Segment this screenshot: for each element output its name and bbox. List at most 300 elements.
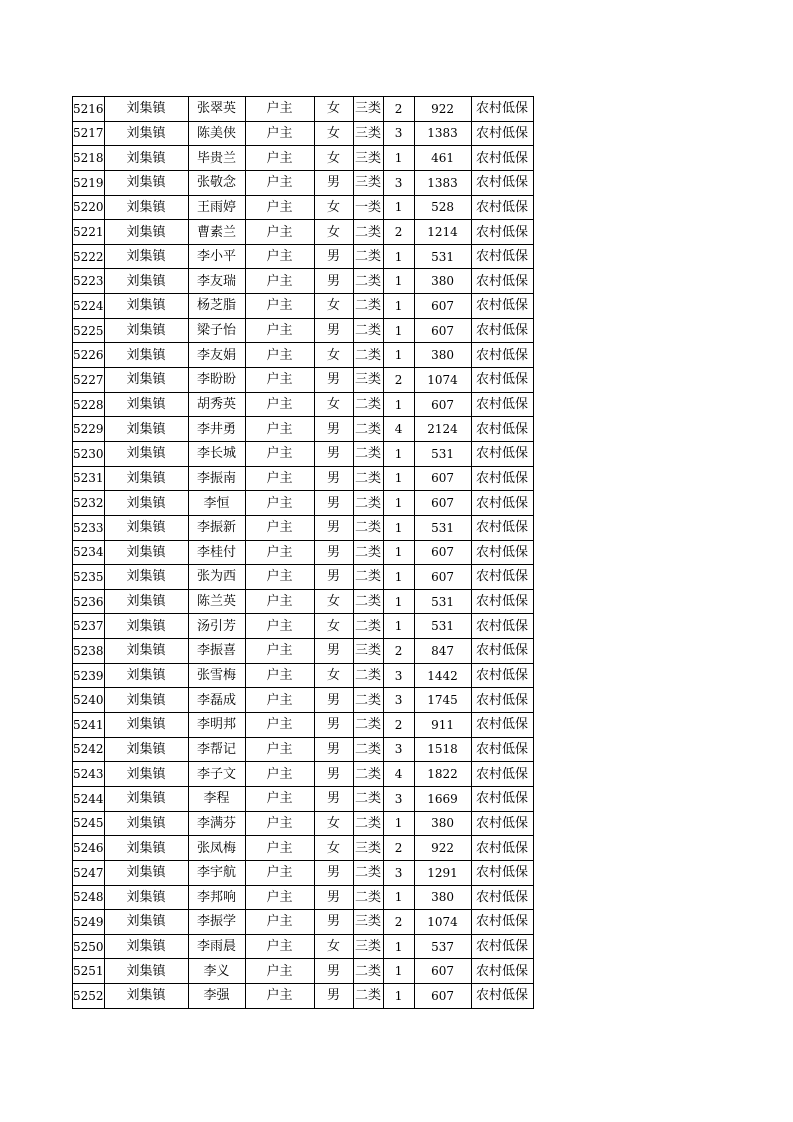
town-cell: 刘集镇 [104, 441, 188, 466]
relation-cell: 户主 [245, 910, 314, 935]
household-size-cell: 2 [383, 639, 414, 664]
town-cell: 刘集镇 [104, 146, 188, 171]
gender-cell: 男 [314, 737, 353, 762]
row-number-cell: 5247 [73, 860, 105, 885]
program-cell: 农村低保 [471, 663, 533, 688]
town-cell: 刘集镇 [104, 984, 188, 1009]
gender-cell: 男 [314, 688, 353, 713]
town-cell: 刘集镇 [104, 910, 188, 935]
category-cell: 二类 [353, 984, 383, 1009]
town-cell: 刘集镇 [104, 860, 188, 885]
relation-cell: 户主 [245, 170, 314, 195]
amount-cell: 380 [414, 269, 471, 294]
category-cell: 二类 [353, 515, 383, 540]
relation-cell: 户主 [245, 491, 314, 516]
name-cell: 汤引芳 [188, 614, 245, 639]
town-cell: 刘集镇 [104, 491, 188, 516]
table-row [73, 220, 534, 245]
program-cell: 农村低保 [471, 318, 533, 343]
household-size-cell: 2 [383, 97, 414, 122]
name-cell: 李恒 [188, 491, 245, 516]
relation-cell: 户主 [245, 121, 314, 146]
town-cell: 刘集镇 [104, 515, 188, 540]
town-cell: 刘集镇 [104, 466, 188, 491]
name-cell: 李满芬 [188, 811, 245, 836]
table-row [73, 318, 534, 343]
gender-cell: 男 [314, 762, 353, 787]
gender-cell: 男 [314, 368, 353, 393]
row-number-cell: 5229 [73, 417, 105, 442]
name-cell: 杨芝脂 [188, 294, 245, 319]
program-cell: 农村低保 [471, 417, 533, 442]
relation-cell: 户主 [245, 540, 314, 565]
program-cell: 农村低保 [471, 565, 533, 590]
amount-cell: 531 [414, 614, 471, 639]
table-row [73, 244, 534, 269]
program-cell: 农村低保 [471, 836, 533, 861]
relation-cell: 户主 [245, 762, 314, 787]
name-cell: 胡秀英 [188, 392, 245, 417]
amount-cell: 607 [414, 959, 471, 984]
relation-cell: 户主 [245, 811, 314, 836]
category-cell: 二类 [353, 737, 383, 762]
town-cell: 刘集镇 [104, 713, 188, 738]
category-cell: 二类 [353, 491, 383, 516]
household-size-cell: 1 [383, 343, 414, 368]
name-cell: 李雨晨 [188, 934, 245, 959]
amount-cell: 607 [414, 294, 471, 319]
program-cell: 农村低保 [471, 639, 533, 664]
town-cell: 刘集镇 [104, 195, 188, 220]
amount-cell: 1822 [414, 762, 471, 787]
row-number-cell: 5224 [73, 294, 105, 319]
household-size-cell: 1 [383, 441, 414, 466]
gender-cell: 男 [314, 984, 353, 1009]
household-size-cell: 1 [383, 885, 414, 910]
relation-cell: 户主 [245, 294, 314, 319]
category-cell: 三类 [353, 639, 383, 664]
town-cell: 刘集镇 [104, 220, 188, 245]
household-size-cell: 1 [383, 195, 414, 220]
amount-cell: 1383 [414, 170, 471, 195]
relation-cell: 户主 [245, 466, 314, 491]
program-cell: 农村低保 [471, 540, 533, 565]
relation-cell: 户主 [245, 737, 314, 762]
gender-cell: 女 [314, 195, 353, 220]
row-number-cell: 5230 [73, 441, 105, 466]
name-cell: 梁子怡 [188, 318, 245, 343]
name-cell: 李小平 [188, 244, 245, 269]
household-size-cell: 1 [383, 811, 414, 836]
table-row [73, 343, 534, 368]
program-cell: 农村低保 [471, 713, 533, 738]
program-cell: 农村低保 [471, 934, 533, 959]
category-cell: 二类 [353, 466, 383, 491]
amount-cell: 531 [414, 244, 471, 269]
program-cell: 农村低保 [471, 97, 533, 122]
relation-cell: 户主 [245, 786, 314, 811]
program-cell: 农村低保 [471, 688, 533, 713]
gender-cell: 女 [314, 220, 353, 245]
name-cell: 李振学 [188, 910, 245, 935]
table-body [73, 97, 534, 1009]
name-cell: 王雨婷 [188, 195, 245, 220]
category-cell: 二类 [353, 220, 383, 245]
program-cell: 农村低保 [471, 269, 533, 294]
program-cell: 农村低保 [471, 441, 533, 466]
name-cell: 李磊成 [188, 688, 245, 713]
table-row [73, 984, 534, 1009]
row-number-cell: 5249 [73, 910, 105, 935]
town-cell: 刘集镇 [104, 639, 188, 664]
program-cell: 农村低保 [471, 811, 533, 836]
amount-cell: 1518 [414, 737, 471, 762]
row-number-cell: 5245 [73, 811, 105, 836]
gender-cell: 男 [314, 466, 353, 491]
relation-cell: 户主 [245, 713, 314, 738]
name-cell: 张雪梅 [188, 663, 245, 688]
gender-cell: 男 [314, 786, 353, 811]
name-cell: 李义 [188, 959, 245, 984]
name-cell: 李振新 [188, 515, 245, 540]
gender-cell: 男 [314, 910, 353, 935]
category-cell: 二类 [353, 688, 383, 713]
program-cell: 农村低保 [471, 466, 533, 491]
household-size-cell: 1 [383, 589, 414, 614]
relation-cell: 户主 [245, 614, 314, 639]
category-cell: 三类 [353, 934, 383, 959]
gender-cell: 男 [314, 565, 353, 590]
program-cell: 农村低保 [471, 737, 533, 762]
gender-cell: 女 [314, 934, 353, 959]
name-cell: 李井勇 [188, 417, 245, 442]
gender-cell: 女 [314, 146, 353, 171]
relation-cell: 户主 [245, 343, 314, 368]
row-number-cell: 5219 [73, 170, 105, 195]
relation-cell: 户主 [245, 565, 314, 590]
relation-cell: 户主 [245, 885, 314, 910]
program-cell: 农村低保 [471, 244, 533, 269]
category-cell: 二类 [353, 614, 383, 639]
name-cell: 毕贵兰 [188, 146, 245, 171]
town-cell: 刘集镇 [104, 540, 188, 565]
name-cell: 李明邦 [188, 713, 245, 738]
amount-cell: 531 [414, 515, 471, 540]
gender-cell: 男 [314, 269, 353, 294]
gender-cell: 男 [314, 959, 353, 984]
town-cell: 刘集镇 [104, 688, 188, 713]
name-cell: 李帮记 [188, 737, 245, 762]
town-cell: 刘集镇 [104, 294, 188, 319]
household-size-cell: 3 [383, 860, 414, 885]
row-number-cell: 5227 [73, 368, 105, 393]
gender-cell: 女 [314, 614, 353, 639]
town-cell: 刘集镇 [104, 959, 188, 984]
town-cell: 刘集镇 [104, 343, 188, 368]
name-cell: 李友瑞 [188, 269, 245, 294]
category-cell: 二类 [353, 860, 383, 885]
amount-cell: 607 [414, 984, 471, 1009]
gender-cell: 女 [314, 836, 353, 861]
amount-cell: 607 [414, 565, 471, 590]
table-row [73, 860, 534, 885]
gender-cell: 女 [314, 811, 353, 836]
table-row [73, 786, 534, 811]
row-number-cell: 5250 [73, 934, 105, 959]
category-cell: 三类 [353, 121, 383, 146]
amount-cell: 922 [414, 836, 471, 861]
gender-cell: 男 [314, 713, 353, 738]
table-row [73, 466, 534, 491]
table-row [73, 614, 534, 639]
amount-cell: 380 [414, 885, 471, 910]
household-size-cell: 1 [383, 959, 414, 984]
row-number-cell: 5248 [73, 885, 105, 910]
category-cell: 三类 [353, 146, 383, 171]
row-number-cell: 5243 [73, 762, 105, 787]
table-row [73, 392, 534, 417]
row-number-cell: 5231 [73, 466, 105, 491]
table-row [73, 762, 534, 787]
household-size-cell: 2 [383, 910, 414, 935]
name-cell: 李程 [188, 786, 245, 811]
name-cell: 张敬念 [188, 170, 245, 195]
relation-cell: 户主 [245, 97, 314, 122]
household-size-cell: 2 [383, 368, 414, 393]
table-row [73, 417, 534, 442]
row-number-cell: 5238 [73, 639, 105, 664]
amount-cell: 1669 [414, 786, 471, 811]
row-number-cell: 5241 [73, 713, 105, 738]
relation-cell: 户主 [245, 984, 314, 1009]
row-number-cell: 5233 [73, 515, 105, 540]
program-cell: 农村低保 [471, 368, 533, 393]
amount-cell: 1074 [414, 368, 471, 393]
relation-cell: 户主 [245, 146, 314, 171]
household-size-cell: 4 [383, 417, 414, 442]
program-cell: 农村低保 [471, 343, 533, 368]
household-size-cell: 1 [383, 244, 414, 269]
relation-cell: 户主 [245, 269, 314, 294]
category-cell: 二类 [353, 269, 383, 294]
name-cell: 陈美侠 [188, 121, 245, 146]
category-cell: 二类 [353, 540, 383, 565]
relation-cell: 户主 [245, 663, 314, 688]
gender-cell: 男 [314, 860, 353, 885]
household-size-cell: 3 [383, 170, 414, 195]
household-size-cell: 1 [383, 269, 414, 294]
category-cell: 三类 [353, 368, 383, 393]
table-row [73, 688, 534, 713]
relation-cell: 户主 [245, 368, 314, 393]
row-number-cell: 5217 [73, 121, 105, 146]
table-row [73, 269, 534, 294]
household-size-cell: 3 [383, 121, 414, 146]
town-cell: 刘集镇 [104, 589, 188, 614]
program-cell: 农村低保 [471, 491, 533, 516]
name-cell: 李友娟 [188, 343, 245, 368]
category-cell: 二类 [353, 589, 383, 614]
relation-cell: 户主 [245, 860, 314, 885]
row-number-cell: 5240 [73, 688, 105, 713]
household-size-cell: 1 [383, 466, 414, 491]
table-row [73, 737, 534, 762]
town-cell: 刘集镇 [104, 170, 188, 195]
amount-cell: 911 [414, 713, 471, 738]
category-cell: 二类 [353, 343, 383, 368]
row-number-cell: 5246 [73, 836, 105, 861]
town-cell: 刘集镇 [104, 811, 188, 836]
table-row [73, 121, 534, 146]
table-row [73, 910, 534, 935]
relation-cell: 户主 [245, 934, 314, 959]
gender-cell: 女 [314, 392, 353, 417]
relation-cell: 户主 [245, 244, 314, 269]
row-number-cell: 5218 [73, 146, 105, 171]
table-row [73, 663, 534, 688]
name-cell: 李宇航 [188, 860, 245, 885]
amount-cell: 380 [414, 343, 471, 368]
name-cell: 张凤梅 [188, 836, 245, 861]
category-cell: 二类 [353, 885, 383, 910]
household-size-cell: 1 [383, 934, 414, 959]
amount-cell: 607 [414, 466, 471, 491]
household-size-cell: 1 [383, 614, 414, 639]
name-cell: 李盼盼 [188, 368, 245, 393]
table-row [73, 170, 534, 195]
relation-cell: 户主 [245, 417, 314, 442]
amount-cell: 847 [414, 639, 471, 664]
town-cell: 刘集镇 [104, 663, 188, 688]
town-cell: 刘集镇 [104, 836, 188, 861]
program-cell: 农村低保 [471, 121, 533, 146]
table-row [73, 441, 534, 466]
row-number-cell: 5223 [73, 269, 105, 294]
town-cell: 刘集镇 [104, 318, 188, 343]
amount-cell: 607 [414, 491, 471, 516]
household-size-cell: 3 [383, 688, 414, 713]
amount-cell: 531 [414, 441, 471, 466]
gender-cell: 男 [314, 244, 353, 269]
category-cell: 二类 [353, 417, 383, 442]
table-row [73, 146, 534, 171]
town-cell: 刘集镇 [104, 368, 188, 393]
household-size-cell: 1 [383, 984, 414, 1009]
gender-cell: 女 [314, 343, 353, 368]
data-table [72, 96, 534, 1009]
gender-cell: 男 [314, 417, 353, 442]
name-cell: 李桂付 [188, 540, 245, 565]
relation-cell: 户主 [245, 220, 314, 245]
gender-cell: 女 [314, 663, 353, 688]
household-size-cell: 1 [383, 540, 414, 565]
program-cell: 农村低保 [471, 294, 533, 319]
town-cell: 刘集镇 [104, 885, 188, 910]
row-number-cell: 5225 [73, 318, 105, 343]
amount-cell: 1291 [414, 860, 471, 885]
program-cell: 农村低保 [471, 885, 533, 910]
program-cell: 农村低保 [471, 146, 533, 171]
gender-cell: 男 [314, 639, 353, 664]
row-number-cell: 5244 [73, 786, 105, 811]
amount-cell: 461 [414, 146, 471, 171]
amount-cell: 1745 [414, 688, 471, 713]
row-number-cell: 5228 [73, 392, 105, 417]
category-cell: 二类 [353, 565, 383, 590]
amount-cell: 1214 [414, 220, 471, 245]
name-cell: 李子文 [188, 762, 245, 787]
program-cell: 农村低保 [471, 959, 533, 984]
relation-cell: 户主 [245, 688, 314, 713]
gender-cell: 男 [314, 318, 353, 343]
category-cell: 二类 [353, 713, 383, 738]
name-cell: 李长城 [188, 441, 245, 466]
name-cell: 李邦响 [188, 885, 245, 910]
gender-cell: 男 [314, 885, 353, 910]
row-number-cell: 5232 [73, 491, 105, 516]
table-row [73, 515, 534, 540]
town-cell: 刘集镇 [104, 392, 188, 417]
name-cell: 李振喜 [188, 639, 245, 664]
category-cell: 三类 [353, 170, 383, 195]
table-row [73, 294, 534, 319]
name-cell: 张翠英 [188, 97, 245, 122]
household-size-cell: 1 [383, 515, 414, 540]
category-cell: 二类 [353, 959, 383, 984]
town-cell: 刘集镇 [104, 737, 188, 762]
town-cell: 刘集镇 [104, 565, 188, 590]
household-size-cell: 1 [383, 146, 414, 171]
category-cell: 三类 [353, 97, 383, 122]
program-cell: 农村低保 [471, 762, 533, 787]
town-cell: 刘集镇 [104, 121, 188, 146]
program-cell: 农村低保 [471, 860, 533, 885]
table-row [73, 491, 534, 516]
row-number-cell: 5216 [73, 97, 105, 122]
category-cell: 二类 [353, 318, 383, 343]
household-size-cell: 3 [383, 737, 414, 762]
table-row [73, 885, 534, 910]
household-size-cell: 1 [383, 491, 414, 516]
household-size-cell: 3 [383, 786, 414, 811]
gender-cell: 男 [314, 515, 353, 540]
program-cell: 农村低保 [471, 220, 533, 245]
town-cell: 刘集镇 [104, 244, 188, 269]
gender-cell: 男 [314, 170, 353, 195]
row-number-cell: 5251 [73, 959, 105, 984]
relation-cell: 户主 [245, 515, 314, 540]
category-cell: 二类 [353, 244, 383, 269]
amount-cell: 607 [414, 540, 471, 565]
table-row [73, 959, 534, 984]
household-size-cell: 2 [383, 713, 414, 738]
household-size-cell: 2 [383, 836, 414, 861]
household-size-cell: 4 [383, 762, 414, 787]
name-cell: 李振南 [188, 466, 245, 491]
row-number-cell: 5222 [73, 244, 105, 269]
relation-cell: 户主 [245, 639, 314, 664]
household-size-cell: 1 [383, 318, 414, 343]
row-number-cell: 5252 [73, 984, 105, 1009]
category-cell: 二类 [353, 294, 383, 319]
amount-cell: 607 [414, 318, 471, 343]
row-number-cell: 5237 [73, 614, 105, 639]
household-size-cell: 2 [383, 220, 414, 245]
program-cell: 农村低保 [471, 515, 533, 540]
gender-cell: 男 [314, 540, 353, 565]
table-row [73, 97, 534, 122]
relation-cell: 户主 [245, 318, 314, 343]
